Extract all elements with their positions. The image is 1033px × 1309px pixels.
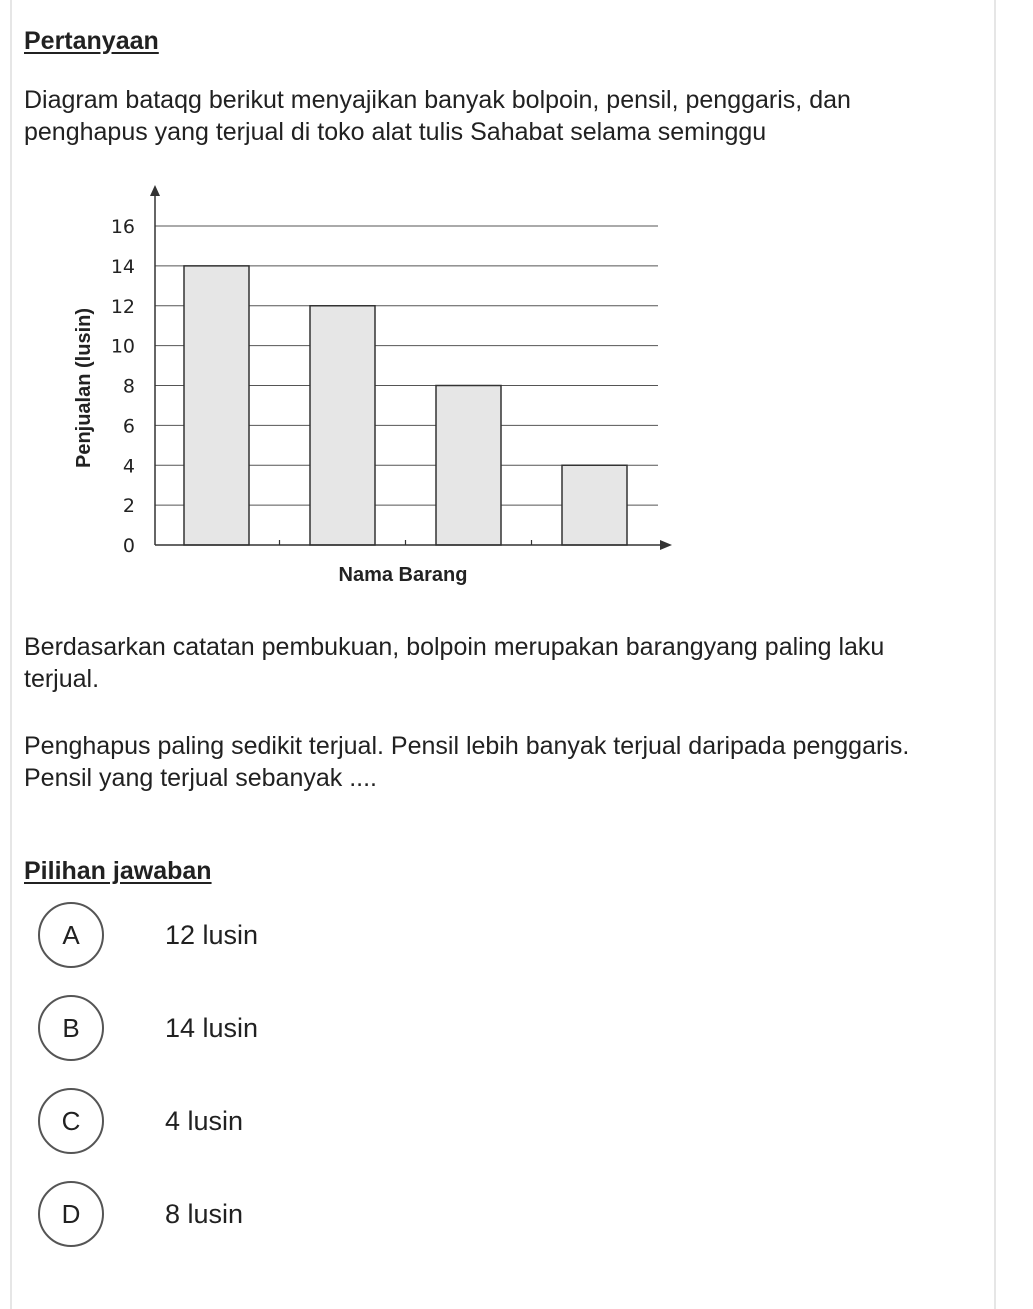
y-axis-arrow: [150, 185, 160, 196]
option-text-a[interactable]: 12 lusin: [165, 919, 259, 950]
option-text-b[interactable]: 14 lusin: [165, 1012, 259, 1043]
chart-tick-labels: [111, 216, 135, 557]
question-intro-text: Diagram bataqg berikut menyajikan banyak bolpoin, pensil, penggaris, dan penghapus yang terjual di toko alat tulis Sahabat selama seminggu: [24, 86, 851, 146]
option-letter-a[interactable]: A: [38, 902, 104, 968]
chart-x-axis-label: Nama Barang: [338, 564, 468, 586]
option-letter-d[interactable]: D: [38, 1181, 104, 1247]
bar-4: [562, 465, 627, 545]
y-tick-label-16: 16: [110, 216, 135, 238]
option-text-c[interactable]: 4 lusin: [165, 1105, 244, 1136]
y-tick-label-14: 14: [110, 255, 135, 278]
x-axis-arrow: [660, 540, 672, 550]
y-tick-label-12: 12: [110, 295, 135, 318]
y-tick-label-0: 0: [122, 535, 135, 557]
y-tick-label-2: 2: [122, 495, 135, 518]
y-tick-label-4: 4: [122, 455, 135, 478]
answer-option-a[interactable]: [38, 902, 258, 968]
bar-chart: [60, 178, 680, 598]
option-letter-b[interactable]: B: [38, 995, 104, 1061]
clue-text: Penghapus paling sedikit terjual. Pensil lebih banyak terjual daripada penggaris. Pensil yang terjual sebanyak ....: [24, 732, 910, 792]
answer-option-d[interactable]: [38, 1181, 243, 1247]
bar-1: [184, 266, 249, 545]
option-letter-c[interactable]: C: [38, 1088, 104, 1154]
bar-2: [310, 306, 375, 545]
y-tick-label-8: 8: [122, 375, 135, 398]
answer-option-c[interactable]: [38, 1088, 243, 1154]
reasoning-text: Berdasarkan catatan pembukuan, bolpoin merupakan barangyang paling laku terjual.: [24, 633, 885, 693]
answer-option-b[interactable]: [38, 995, 258, 1061]
answers-heading: Pilihan jawaban: [24, 857, 212, 885]
chart-bars: [184, 266, 627, 545]
option-text-d[interactable]: 8 lusin: [165, 1198, 244, 1229]
bar-3: [436, 386, 501, 546]
question-heading: Pertanyaan: [24, 27, 159, 55]
y-tick-label-6: 6: [122, 415, 135, 438]
chart-y-axis-label: Penjualan (lusin): [73, 307, 95, 469]
y-tick-label-10: 10: [110, 335, 135, 358]
